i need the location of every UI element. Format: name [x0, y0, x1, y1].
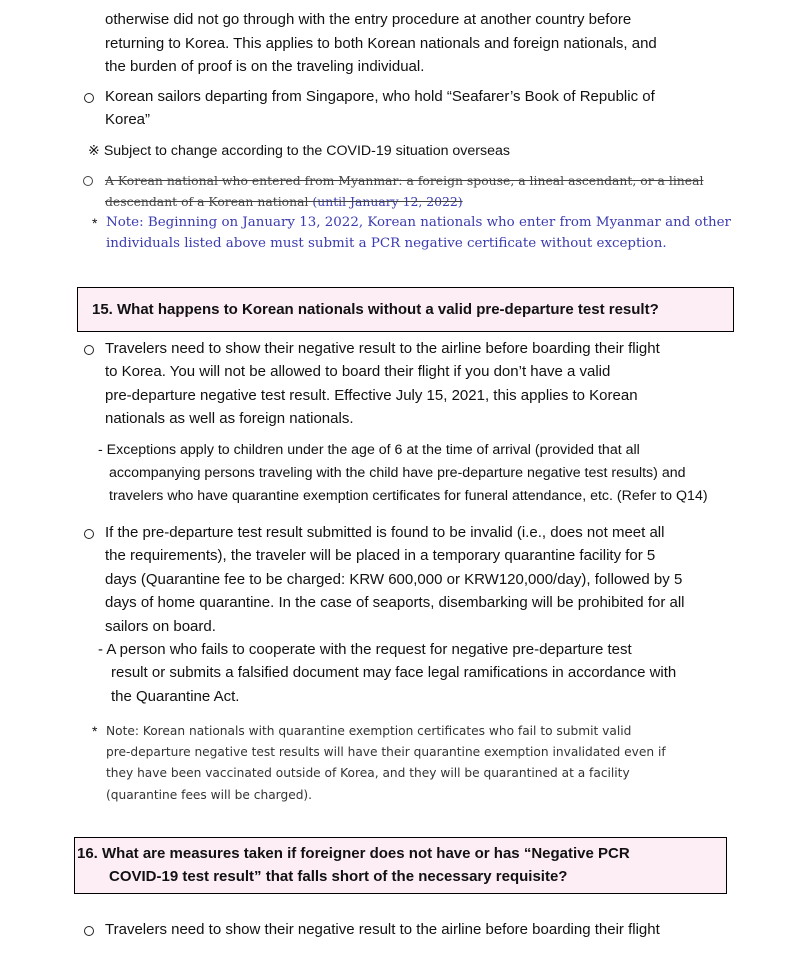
paragraph-line: the requirements), the traveler will be placed in a temporary quarantine facility for 5 — [105, 547, 656, 564]
note-line: Note: Beginning on January 13, 2022, Korean nationals who enter from Myanmar and other — [106, 215, 731, 230]
paragraph-line: days of home quarantine. In the case of seaports, disembarking will be prohibited for all — [105, 594, 685, 611]
note-line: Note: Korean nationals with quarantine exemption certificates who fail to submit valid — [106, 724, 632, 738]
circle-bullet-icon — [83, 176, 93, 186]
question-title-15: 15. What happens to Korean nationals without a valid pre-departure test result? — [92, 301, 659, 318]
exception-line: accompanying persons traveling with the child have pre-departure negative test results) and — [109, 465, 686, 481]
paragraph-line: nationals as well as foreign nationals. — [105, 410, 354, 427]
paragraph-line: returning to Korea. This applies to both Korean nationals and foreign nationals, and — [105, 35, 657, 52]
paragraph-line: Travelers need to show their negative result to the airline before boarding their flight — [105, 921, 660, 938]
paragraph-line: result or submits a falsified document may face legal ramifications in accordance with — [111, 664, 677, 681]
struck-date: (until January 12, 2022) — [312, 194, 463, 209]
asterisk-icon: * — [92, 723, 98, 739]
circle-bullet-icon — [84, 345, 94, 355]
circle-bullet-icon — [84, 93, 94, 103]
paragraph-line: to Korea. You will not be allowed to board their flight if you don’t have a valid — [105, 363, 611, 380]
exception-line: - Exceptions apply to children under the age of 6 at the time of arrival (provided that all — [98, 442, 640, 458]
note-line: they have been vaccinated outside of Korea, and they will be quarantined at a facility — [106, 766, 630, 780]
paragraph-line: days (Quarantine fee to be charged: KRW 600,000 or KRW120,000/day), followed by 5 — [105, 571, 683, 588]
paragraph-line: the burden of proof is on the traveling individual. — [105, 58, 425, 75]
note-line: individuals listed above must submit a PCR negative certificate without exception. — [106, 236, 667, 251]
circle-bullet-icon — [84, 529, 94, 539]
paragraph-line: pre-departure negative test result. Effective July 15, 2021, this applies to Korean — [105, 387, 638, 404]
question-title-16: 16. What are measures taken if foreigner does not have or has “Negative PCR — [77, 845, 630, 862]
paragraph-line: If the pre-departure test result submitted is found to be invalid (i.e., does not meet all — [105, 524, 665, 541]
struck-text: descendant of a Korean national — [105, 194, 309, 209]
note-line: (quarantine fees will be charged). — [106, 788, 313, 802]
question-title-16-line2: COVID-19 test result” that falls short of the necessary requisite? — [109, 868, 568, 885]
asterisk-icon: * — [92, 215, 98, 231]
paragraph-line: - A person who fails to cooperate with the request for negative pre-departure test — [98, 641, 632, 658]
note-line: pre-departure negative test results will have their quarantine exemption invalidated even if — [106, 745, 666, 759]
paragraph-line: the Quarantine Act. — [111, 688, 240, 705]
subject-note: ※ Subject to change according to the COVID-19 situation overseas — [88, 143, 510, 159]
exception-line: travelers who have quarantine exemption certificates for funeral attendance, etc. (Refer to Q14) — [109, 488, 708, 504]
circle-bullet-icon — [84, 926, 94, 936]
paragraph-line: Korean sailors departing from Singapore, who hold “Seafarer’s Book of Republic of — [105, 88, 655, 105]
struck-text-line: A Korean national who entered from Myanmar: a foreign spouse, a lineal ascendant, or a lineal — [105, 173, 704, 188]
paragraph-line: otherwise did not go through with the entry procedure at another country before — [105, 11, 632, 28]
paragraph-line: Travelers need to show their negative result to the airline before boarding their flight — [105, 340, 660, 357]
paragraph-line: Korea” — [105, 111, 151, 128]
paragraph-line: sailors on board. — [105, 618, 216, 635]
struck-text-line — [105, 192, 463, 212]
